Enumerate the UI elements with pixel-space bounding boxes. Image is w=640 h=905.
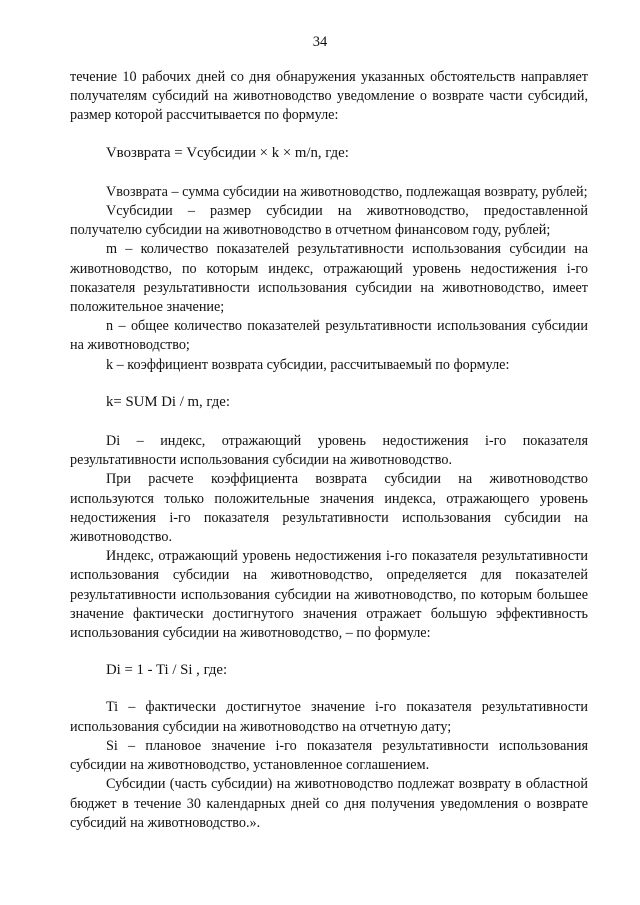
- definition-si: Si – плановое значение i-го показателя результативности использования субсидии на животноводство, установленное соглашением.: [70, 737, 588, 774]
- formula-coefficient: k= SUM Di / m, где:: [106, 393, 230, 410]
- definition-n: n – общее количество показателей результативности использования субсидии на животноводство;: [70, 318, 588, 354]
- formula-return-amount: Vвозврата = Vсубсидии × k × m/n, где:: [106, 144, 349, 161]
- definition-k: k – коэффициент возврата субсидии, рассчитываемый по формуле:: [106, 356, 510, 373]
- formula-index: Di = 1 - Ti / Si , где:: [106, 662, 228, 679]
- definition-di: Di – индекс, отражающий уровень недостижения i-го показателя результативности использования субсидии на животноводство.: [70, 433, 588, 469]
- paragraph-index: Индекс, отражающий уровень недостижения i-го показателя результативности использования субсидии на животноводство, определяется для показателей результативности использования субсидии на животноводство, по которым большее значение фактически достигнутого значения отражает большую эффективность использования субсидии на животноводство, – по формуле:: [70, 548, 588, 642]
- document-body: [70, 68, 588, 833]
- intro-paragraph: течение 10 рабочих дней со дня обнаружения указанных обстоятельств направляет получателям субсидий на животноводство уведомление о возврате части субсидий, размер которой рассчитывается по формуле:: [70, 69, 588, 124]
- page-number: 34: [312, 34, 328, 50]
- paragraph-calculation: При расчете коэффициента возврата субсидии на животноводство используются только положительные значения индекса, отражающего уровень недостижения i-го показателя результативности использования субсидии на животноводство.: [70, 471, 588, 546]
- definition-vreturn: Vвозврата – сумма субсидии на животноводство, подлежащая возврату, рублей;: [106, 183, 588, 200]
- paragraph-final: Субсидии (часть субсидии) на животноводство подлежат возврату в областной бюджет в течение 30 календарных дней со дня получения уведомления о возврате субсидий на животноводство.».: [70, 776, 588, 831]
- definition-vsubsidy: Vсубсидии – размер субсидии на животноводство, предоставленной получателю субсидии на животноводство в отчетном финансовом году, рублей;: [70, 203, 588, 239]
- definition-ti: Ti – фактически достигнутое значение i-го показателя результативности использования субсидии на животноводство на отчетную дату;: [70, 699, 588, 735]
- definition-m: m – количество показателей результативности использования субсидии на животноводство, по которым индекс, отражающий уровень недостижения i-го показателя результативности использования субсидии на животноводство, имеет положительное значение;: [70, 241, 588, 316]
